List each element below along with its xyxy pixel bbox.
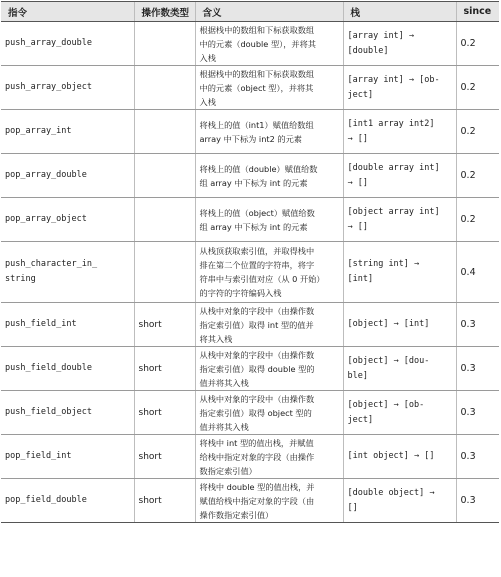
cell-stack: [string int] → [int] <box>343 242 456 303</box>
table-row <box>1 22 499 66</box>
cell-instruction: push_field_double <box>1 347 134 391</box>
cell-stack: [array int] → [ob- ject] <box>343 66 456 110</box>
table-row <box>1 435 499 479</box>
table-row <box>1 110 499 154</box>
cell-since: 0.4 <box>456 242 499 303</box>
table-body <box>1 22 499 523</box>
cell-since: 0.3 <box>456 479 499 523</box>
table-row <box>1 154 499 198</box>
cell-stack: [double array int] → [] <box>343 154 456 198</box>
cell-operand-type: short <box>134 303 195 347</box>
cell-instruction: push_array_object <box>1 66 134 110</box>
cell-meaning: 从栈中对象的字段中（由操作数 指定索引值）取得 object 型的 值并将其入栈 <box>195 391 343 435</box>
cell-operand-type <box>134 110 195 154</box>
cell-stack: [object] → [int] <box>343 303 456 347</box>
instruction-table <box>1 1 499 523</box>
cell-instruction: pop_field_int <box>1 435 134 479</box>
cell-instruction: pop_array_object <box>1 198 134 242</box>
cell-meaning: 将栈中 double 型的值出栈，并 赋值给栈中指定对象的字段（由 操作数指定索引值） <box>195 479 343 523</box>
cell-instruction: push_field_int <box>1 303 134 347</box>
cell-stack: [object] → [ob- ject] <box>343 391 456 435</box>
cell-operand-type: short <box>134 479 195 523</box>
header-stack: 栈 <box>343 2 456 22</box>
table-row <box>1 347 499 391</box>
cell-operand-type <box>134 154 195 198</box>
cell-meaning: 将栈上的值（int1）赋值给数组 array 中下标为 int2 的元素 <box>195 110 343 154</box>
cell-stack: [array int] → [double] <box>343 22 456 66</box>
cell-meaning: 将栈上的值（double）赋值给数 组 array 中下标为 int 的元素 <box>195 154 343 198</box>
cell-operand-type <box>134 66 195 110</box>
table-row <box>1 198 499 242</box>
table-row <box>1 479 499 523</box>
cell-since: 0.2 <box>456 66 499 110</box>
header-since: since <box>456 2 499 22</box>
cell-since: 0.3 <box>456 435 499 479</box>
cell-since: 0.2 <box>456 154 499 198</box>
cell-instruction: pop_array_double <box>1 154 134 198</box>
cell-operand-type <box>134 242 195 303</box>
cell-since: 0.2 <box>456 22 499 66</box>
cell-meaning: 根据栈中的数组和下标获取数组 中的元素（object 型），并将其 入栈 <box>195 66 343 110</box>
cell-instruction: push_array_double <box>1 22 134 66</box>
cell-since: 0.2 <box>456 110 499 154</box>
cell-stack: [double object] → [] <box>343 479 456 523</box>
cell-instruction: pop_field_double <box>1 479 134 523</box>
header-meaning: 含义 <box>195 2 343 22</box>
cell-stack: [object array int] → [] <box>343 198 456 242</box>
cell-since: 0.2 <box>456 198 499 242</box>
cell-operand-type: short <box>134 435 195 479</box>
cell-meaning: 从栈顶获取索引值，并取得栈中 排在第二个位置的字符串，将字 符串中与索引值对应（从 0 开始） 的字符的字符编码入栈 <box>195 242 343 303</box>
cell-since: 0.3 <box>456 303 499 347</box>
cell-since: 0.3 <box>456 347 499 391</box>
cell-meaning: 从栈中对象的字段中（由操作数 指定索引值）取得 int 型的值并 将其入栈 <box>195 303 343 347</box>
cell-stack: [object] → [dou- ble] <box>343 347 456 391</box>
cell-meaning: 根据栈中的数组和下标获取数组 中的元素（double 型），并将其 入栈 <box>195 22 343 66</box>
cell-operand-type: short <box>134 391 195 435</box>
table-row <box>1 242 499 303</box>
cell-since: 0.3 <box>456 391 499 435</box>
cell-operand-type <box>134 198 195 242</box>
cell-meaning: 从栈中对象的字段中（由操作数 指定索引值）取得 double 型的 值并将其入栈 <box>195 347 343 391</box>
table-row <box>1 303 499 347</box>
cell-meaning: 将栈上的值（object）赋值给数 组 array 中下标为 int 的元素 <box>195 198 343 242</box>
header-instruction: 指令 <box>1 2 134 22</box>
cell-meaning: 将栈中 int 型的值出栈，并赋值 给栈中指定对象的字段（由操作 数指定索引值） <box>195 435 343 479</box>
table-row <box>1 391 499 435</box>
header-operand-type: 操作数类型 <box>134 2 195 22</box>
table-header-row <box>1 2 499 22</box>
cell-stack: [int1 array int2] → [] <box>343 110 456 154</box>
table-row <box>1 66 499 110</box>
cell-instruction: pop_array_int <box>1 110 134 154</box>
cell-instruction: push_character_in_ string <box>1 242 134 303</box>
cell-operand-type <box>134 22 195 66</box>
cell-stack: [int object] → [] <box>343 435 456 479</box>
cell-operand-type: short <box>134 347 195 391</box>
cell-instruction: push_field_object <box>1 391 134 435</box>
